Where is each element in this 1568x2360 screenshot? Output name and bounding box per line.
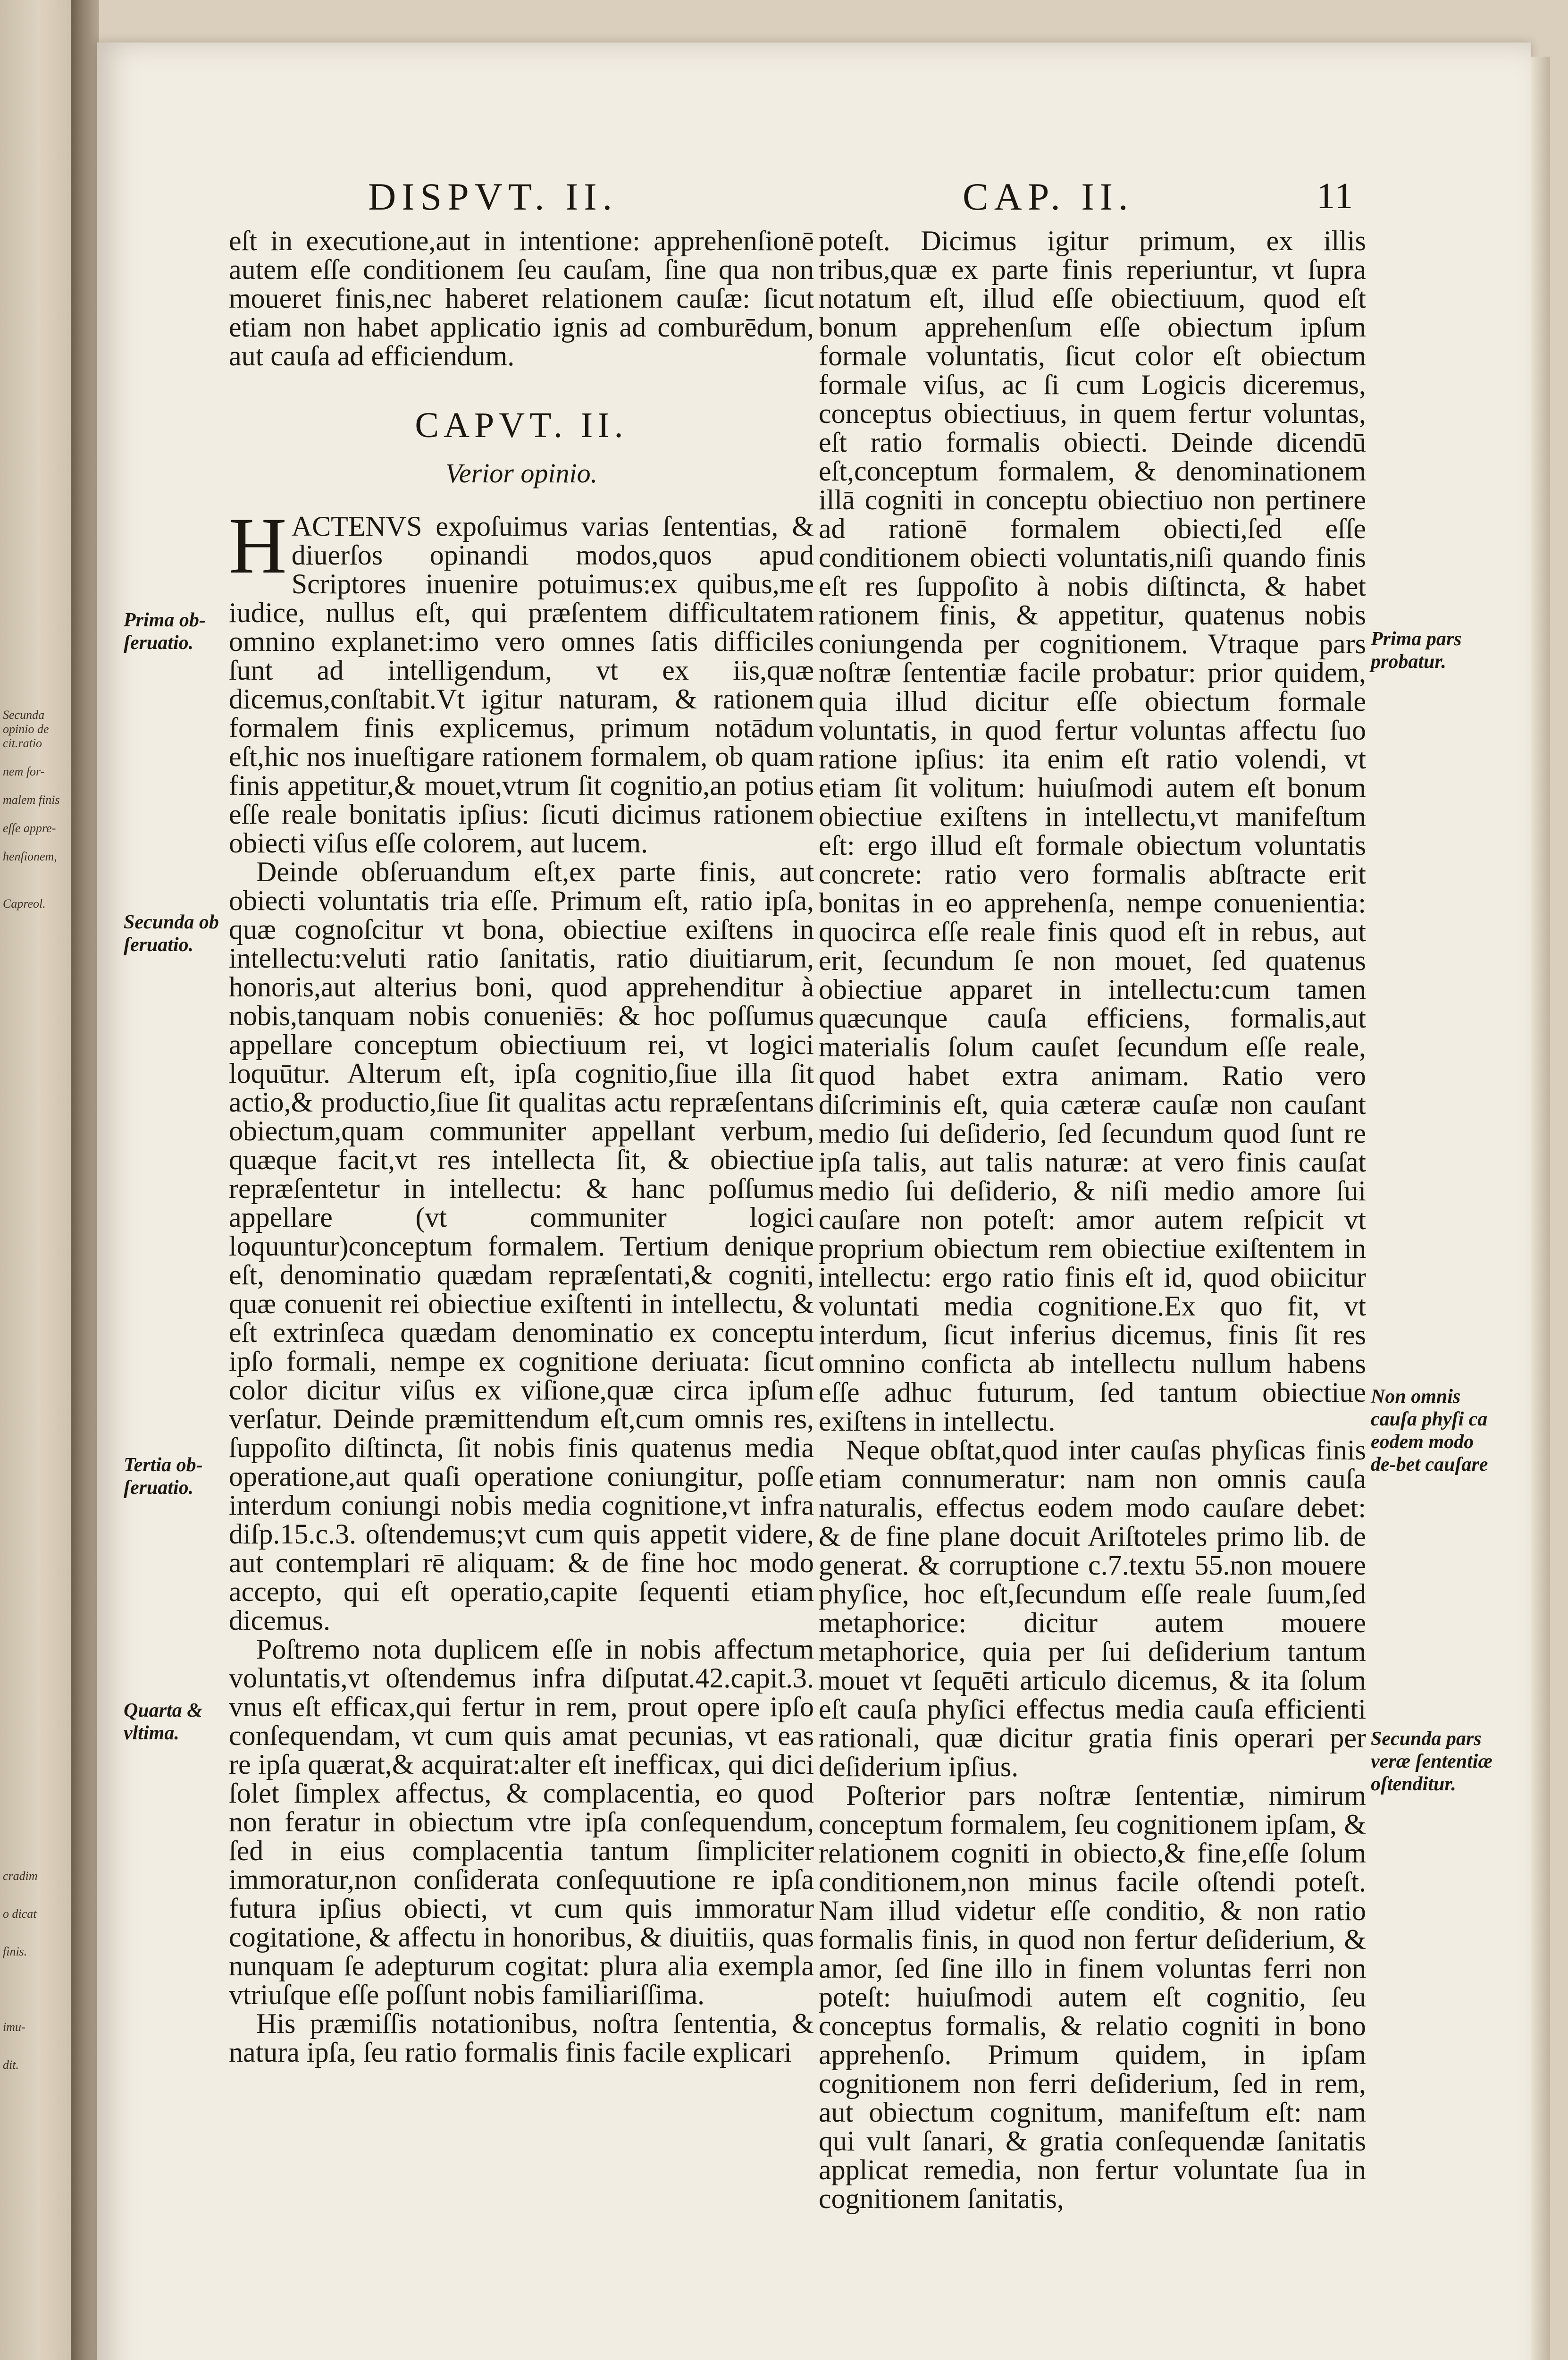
prev-fragment: Secunda opinio de xyxy=(3,708,49,736)
margin-note: Quarta & vltima. xyxy=(124,1700,202,1744)
margin-note: Non omnis cauſa phyſi ca eodem modo de-bet cauſare xyxy=(1371,1386,1488,1475)
chapter-subtitle: Verior opinio. xyxy=(445,458,598,489)
margin-note: Prima pars probatur. xyxy=(1371,628,1462,673)
running-head-center: CAP. II. xyxy=(963,175,1134,218)
prev-fragment: imu- xyxy=(3,2020,25,2034)
prev-fragment: finis. xyxy=(3,1945,27,1958)
paragraph-text: ACTENVS expoſuimus varias ſententias, & diuerſos opinandi modos,quos apud Scriptores inuenire potuimus:ex quibus,me iudice, nullus eſt, qui præſentem difficultatem omnino explanet:imo vero omnes ſatis difficiles ſunt ad intelligendum, vt ex iis,quæ dicemus,conſtabit.Vt igitur naturam, & rationem formalem finis explicemus, primum notādum eſt,hic nos inueſtigare rationem formalem, ob quam finis appetitur,& mouet,vtrum ſit cognitio,an potius eſſe reale bonitatis ipſius: ſicuti dicimus rationem obiecti viſus eſſe colorem, aut lucem. xyxy=(229,511,814,859)
margin-note: Tertia ob-ſeruatio. xyxy=(124,1454,203,1499)
prev-fragment: henſionem, xyxy=(3,850,57,863)
prev-fragment: cit.ratio xyxy=(3,736,42,750)
prev-fragment: cradim xyxy=(3,1869,38,1883)
book-gutter xyxy=(71,0,99,2360)
paragraph: Neque obſtat,quod inter cauſas phyſicas finis etiam connumeratur: nam non omnis cauſa naturalis, effectus eodem modo cauſare debet: & de fine plane docuit Ariſtoteles primo lib. de generat. & corruptione c.7.textu 55.non mouere phyſice, hoc eſt,ſecundum eſſe reale ſuum,ſed metaphorice: dicitur autem mouere metaphorice, quia per ſui deſiderium tantum mouet vt ſequēti articulo dicemus, & ita ſolum eſt cauſa phyſici effectus media cauſa efficienti rationali, quæ dicitur gratia finis operari per deſiderium ipſius. xyxy=(819,1434,1366,1782)
previous-page-fragments xyxy=(0,0,71,2360)
page-number: 11 xyxy=(1316,175,1354,216)
previous-page-edge xyxy=(0,0,71,2360)
paragraph: eſt in executione,aut in intentione: apprehenſionē autem eſſe conditionem ſeu cauſam, ſine qua non moueret finis,nec haberet relationem cauſæ: ſicut etiam non habet applicatio ignis ad comburēdum, aut cauſa ad efficiendum. xyxy=(229,225,814,371)
running-head-left: DISPVT. II. xyxy=(368,175,618,218)
chapter-heading: CAPVT. II. xyxy=(415,405,628,445)
margin-note: Secunda pars veræ ſententiæ oſtenditur. xyxy=(1371,1728,1493,1795)
prev-fragment: o dicat xyxy=(3,1907,37,1921)
prev-fragment: dit. xyxy=(3,2058,19,2072)
right-column xyxy=(819,227,1366,2213)
drop-cap: H xyxy=(229,501,287,590)
paragraph: Deinde obſeruandum eſt,ex parte finis, aut obiecti voluntatis tria eſſe. Primum eſt, ratio ipſa, quæ cognoſcitur vt bona, obiectiue exiſtens in intellectu:veluti ratio ſanitatis, ratio diuitiarum, honoris,aut alterius boni, quod apprehenditur à nobis,tanquam nobis conueniēs: & hoc poſſumus appellare conceptum obiectiuum rei, vt logici loquūtur. Alterum eſt, ipſa cognitio,ſiue illa ſit actio,& productio,ſiue ſit qualitas actu repræſentans obiectum,quam communiter appellant verbum, quæque facit,vt res intellecta ſit, & obiectiue repræſentetur in intellectu: & hanc poſſumus appellare (vt communiter logici loquuntur)conceptum formalem. Tertium denique eſt, denominatio quædam repræſentati,& cogniti, quæ conuenit rei obiectiue exiſtenti in intellectu, & eſt extrinſeca quædam denominatio ex conceptu ipſo formali, nempe ex cognitione deriuata: ſicut color dicitur viſus ex viſione,quæ circa ipſum verſatur. Deinde præmittendum eſt,cum omnis res, ſuppoſito diſtincta, ſit nobis finis quatenus media operatione,aut quaſi operatione coniungitur, poſſe interdum coniungi nobis media cognitione,vt infra diſp.15.c.3. oſtendemus;vt cum quis appetit videre, aut contemplari rē aliquam: & de fine hoc modo accepto, qui eſt operatio,capite ſequenti etiam dicemus. xyxy=(229,856,814,1636)
paragraph xyxy=(229,501,814,859)
left-column xyxy=(229,227,814,2067)
paragraph: Poſtremo nota duplicem eſſe in nobis affectum voluntatis,vt oſtendemus infra diſputat.42.capit.3. vnus eſt efficax,qui fertur in rem, prout opere ipſo conſequendam, vt cum quis amat pecunias, vt eas re ipſa quærat,& acquirat:alter eſt inefficax, qui dici ſolet ſimplex affectus, & complacentia, eo quod non feratur in obiectum vtre ipſa conſequendum, ſed in eius complacentia tantum ſimpliciter immoratur,non conſiderata conſequutione re ipſa futura ipſius obiecti, vt cum quis immoratur cogitatione, & affectu in honoribus, & diuitiis, quas nunquam ſe adepturum cogitat: plura alia exempla vtriuſque eſſe poſſunt nobis familiariſſima. xyxy=(229,1634,814,2010)
page-edge xyxy=(1531,57,1550,2360)
paragraph: poteſt. Dicimus igitur primum, ex illis tribus,quæ ex parte finis reperiuntur, vt ſupra notatum eſt, illud eſſe obiectiuum, quod eſt bonum apprehenſum eſſe obiectum ipſum formale voluntatis, ſicut color eſt obiectum formale viſus, ac ſi cum Logicis diceremus, conceptus obiectiuus, in quem fertur voluntas, eſt ratio formalis obiecti. Deinde dicendū eſt,conceptum formalem, & denominationem illā cogniti in conceptu obiectiuo non pertinere ad rationē formalem obiecti,ſed eſſe conditionem obiecti voluntatis,niſi quando finis eſt res ſuppoſito à nobis diſtincta, & habet rationem finis, & appetitur, quatenus nobis coniungenda per cognitionem. Vtraque pars noſtræ ſententiæ facile probatur: prior quidem, quia illud dicitur eſſe obiectum formale voluntatis, in quod fertur voluntas affectu ſuo ratione ipſius: ita enim eſt ratio volendi, vt etiam ſit volitum: huiuſmodi autem eſt bonum obiectiue exiſtens in intellectu,vt manifeſtum eſt: ergo illud eſt formale obiectum voluntatis concrete: ratio vero formalis abſtracte erit bonitas in eo apprehenſa, nempe conuenientia: quocirca eſſe reale finis quod eſt in rebus, aut erit, ſecundum ſe non mouet, ſed quatenus obiectiue apparet in intellectu:cum tamen quæcunque cauſa efficiens, formalis,aut materialis ſolum cauſet ſecundum eſſe reale, quod habet extra animam. Ratio vero diſcriminis eſt, quia cæteræ cauſæ non cauſant medio ſui deſiderio, ſed ſecundum quod ſunt re ipſa talis, aut talis naturæ: at vero finis cauſat medio ſui deſiderio, & niſi medio amore ſui cauſare non poteſt: amor autem reſpicit vt proprium obiectum rem obiectiue exiſtentem in intellectu: ergo ratio finis eſt id, quod obiicitur voluntati media cognitione.Ex quo fit, vt interdum, ſicut inferius dicemus, finis ſit res omnino conficta ab intellectu nullum habens eſſe adhuc futurum, ſed tantum obiectiue exiſtens in intellectu. xyxy=(819,225,1366,1437)
margin-note: Secunda ob ſeruatio. xyxy=(124,911,219,956)
prev-fragment: Capreol. xyxy=(3,897,46,910)
paragraph: Poſterior pars noſtræ ſententiæ, nimirum conceptum formalem, ſeu cognitionem ipſam, & relationem cogniti in obiecto,& fine,eſſe ſolum conditionem,non minus facile oſtendi poteſt. Nam illud videtur eſſe conditio, & non ratio formalis finis, in quod non fertur deſiderium, & amor, ſed ſine illo in finem voluntas ferri non poteſt: huiuſmodi autem eſt cognitio, ſeu conceptus formalis, & relatio cogniti in bono apprehenſo. Primum quidem, in ipſam cognitionem non ferri deſiderium, ſed in rem, aut obiectum cognitum, manifeſtum eſt: nam qui vult ſanari, & gratia conſequendæ ſanitatis applicat remedia, non fertur voluntate ſua in cognitionem ſanitatis, xyxy=(819,1780,1366,2214)
prev-fragment: malem finis xyxy=(3,793,60,807)
paragraph: His præmiſſis notationibus, noſtra ſententia, & natura ipſa, ſeu ratio formalis finis facile explicari xyxy=(229,2008,814,2068)
margin-note: Prima ob-ſeruatio. xyxy=(124,609,206,654)
prev-fragment: nem for- xyxy=(3,765,45,778)
prev-fragment: eſſe appre- xyxy=(3,821,56,835)
